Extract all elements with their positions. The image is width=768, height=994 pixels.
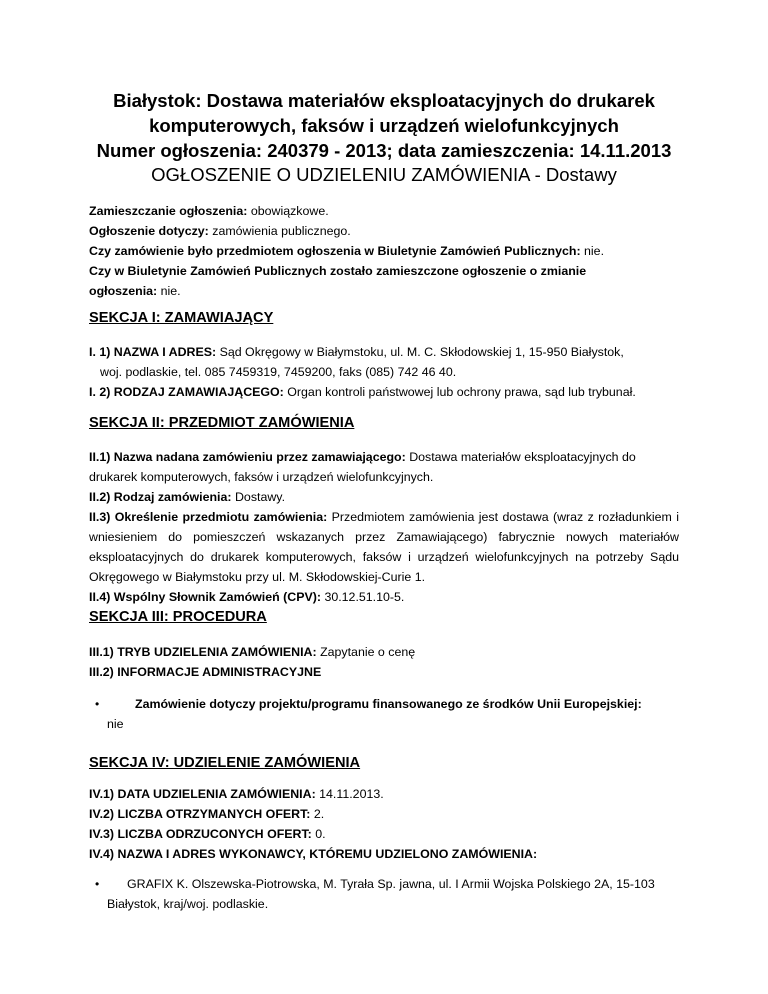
section-2-item-1 xyxy=(89,447,679,467)
item-label: Zamówienie dotyczy projektu/programu finansowanego ze środków Unii Europejskiej: xyxy=(135,697,642,711)
section-heading-3: SEKCJA III: PROCEDURA xyxy=(89,609,267,625)
title-line-3: Numer ogłoszenia: 240379 - 2013; data zamieszczenia: 14.11.2013 xyxy=(96,140,672,161)
item-label: III.2) INFORMACJE ADMINISTRACYJNE xyxy=(89,665,322,679)
meta-value: nie. xyxy=(157,284,181,298)
bullet-label xyxy=(89,694,679,714)
section-2-body xyxy=(89,447,679,607)
item-label: II.4) Wspólny Słownik Zamówień (CPV): xyxy=(89,590,321,604)
item-label: IV.4) NAZWA I ADRES WYKONAWCY, KTÓREMU UDZIELONO ZAMÓWIENIA: xyxy=(89,847,538,861)
bullet-icon: • xyxy=(95,877,100,891)
meta-line xyxy=(89,221,689,241)
item-value: Dostawy. xyxy=(231,490,286,504)
item-value: 2. xyxy=(310,807,325,821)
section-2-item-3 xyxy=(89,507,679,587)
section-4-body xyxy=(89,784,679,864)
meta-line xyxy=(89,241,689,261)
item-label: II.2) Rodzaj zamówienia: xyxy=(89,490,232,504)
item-value: Przedmiotem zamówienia jest dostawa (wraz z rozładunkiem i wniesieniem do pomieszczeń wskazanych przez Zamawiającego) fabrycznie nowych materiałów eksploatacyjnych do drukarek komputerowych, faksów i urządzeń wielofunkcyjnych na potrzeby Sądu Okręgowego w Białymstoku przy ul. M. Skłodowskiej-Curie 1. xyxy=(89,510,679,584)
item-value: 14.11.2013. xyxy=(315,787,384,801)
title-line-1: Białystok: Dostawa materiałów eksploatacyjnych do drukarek xyxy=(113,90,655,111)
meta-label: ogłoszenia: xyxy=(89,284,158,298)
section-1-body xyxy=(89,342,679,402)
section-1-item-1 xyxy=(89,342,679,362)
item-label: I. 1) NAZWA I ADRES: xyxy=(89,345,217,359)
bullet-icon: • xyxy=(95,697,100,711)
meta-value: obowiązkowe. xyxy=(247,204,329,218)
section-2-item-1-cont: drukarek komputerowych, faksów i urządzeń wielofunkcyjnych. xyxy=(89,470,434,484)
item-label: III.1) TRYB UDZIELENIA ZAMÓWIENIA: xyxy=(89,645,317,659)
item-value: 0. xyxy=(311,827,326,841)
item-label: IV.3) LICZBA ODRZUCONYCH OFERT: xyxy=(89,827,312,841)
item-label: IV.2) LICZBA OTRZYMANYCH OFERT: xyxy=(89,807,311,821)
title-line-2: komputerowych, faksów i urządzeń wielofunkcyjnych xyxy=(149,115,619,136)
section-3-body xyxy=(89,642,679,682)
item-value: Zapytanie o cenę xyxy=(316,645,416,659)
bullet-value: nie xyxy=(107,717,124,731)
section-3-item-2 xyxy=(89,662,679,682)
section-heading-1: SEKCJA I: ZAMAWIAJĄCY xyxy=(89,310,274,326)
section-3-item-1 xyxy=(89,642,679,662)
meta-label: Ogłoszenie dotyczy: xyxy=(89,224,209,238)
meta-value: zamówienia publicznego. xyxy=(208,224,351,238)
contractor-bullet xyxy=(89,874,679,914)
section-heading-2: SEKCJA II: PRZEDMIOT ZAMÓWIENIA xyxy=(89,415,355,431)
meta-label: Czy w Biuletynie Zamówień Publicznych zostało zamieszczone ogłoszenie o zmianie xyxy=(89,264,587,278)
meta-label: Czy zamówienie było przedmiotem ogłoszenia w Biuletynie Zamówień Publicznych: xyxy=(89,244,581,258)
item-value: 30.12.51.10-5. xyxy=(321,590,405,604)
item-label: IV.1) DATA UDZIELENIA ZAMÓWIENIA: xyxy=(89,787,316,801)
section-1-item-1-cont: woj. podlaskie, tel. 085 7459319, 7459200, faks (085) 742 46 40. xyxy=(100,365,457,379)
section-4-item-4 xyxy=(89,844,679,864)
section-heading-4: SEKCJA IV: UDZIELENIE ZAMÓWIENIA xyxy=(89,755,361,771)
item-label: II.1) Nazwa nadana zamówieniu przez zamawiającego: xyxy=(89,450,406,464)
section-2-item-4 xyxy=(89,587,679,607)
announcement-meta xyxy=(89,201,689,301)
section-4-item-3 xyxy=(89,824,679,844)
meta-value: nie. xyxy=(580,244,605,258)
section-4-item-1 xyxy=(89,784,679,804)
item-value: Organ kontroli państwowej lub ochrony prawa, sąd lub trybunał. xyxy=(283,385,636,399)
meta-label: Zamieszczanie ogłoszenia: xyxy=(89,204,248,218)
item-value: Dostawa materiałów eksploatacyjnych do xyxy=(405,450,636,464)
contractor-text: GRAFIX K. Olszewska-Piotrowska, M. Tyrała Sp. jawna, ul. I Armii Wojska Polskiego 2A, 15-103 Białystok, kraj/woj. podlaskie. xyxy=(107,877,655,911)
item-label: I. 2) RODZAJ ZAMAWIAJĄCEGO: xyxy=(89,385,284,399)
section-4-item-2 xyxy=(89,804,679,824)
meta-line xyxy=(89,281,689,301)
meta-line xyxy=(89,261,689,281)
document-subtitle: OGŁOSZENIE O UDZIELENIU ZAMÓWIENIA - Dostawy xyxy=(151,164,617,185)
item-value: Sąd Okręgowy w Białymstoku, ul. M. C. Skłodowskiej 1, 15-950 Białystok, xyxy=(216,345,624,359)
eu-funding-bullet xyxy=(89,694,679,734)
section-2-item-2 xyxy=(89,487,679,507)
meta-line xyxy=(89,201,689,221)
item-label: II.3) Określenie przedmiotu zamówienia: xyxy=(89,510,328,524)
document-title xyxy=(60,88,708,187)
section-1-item-2 xyxy=(89,382,679,402)
